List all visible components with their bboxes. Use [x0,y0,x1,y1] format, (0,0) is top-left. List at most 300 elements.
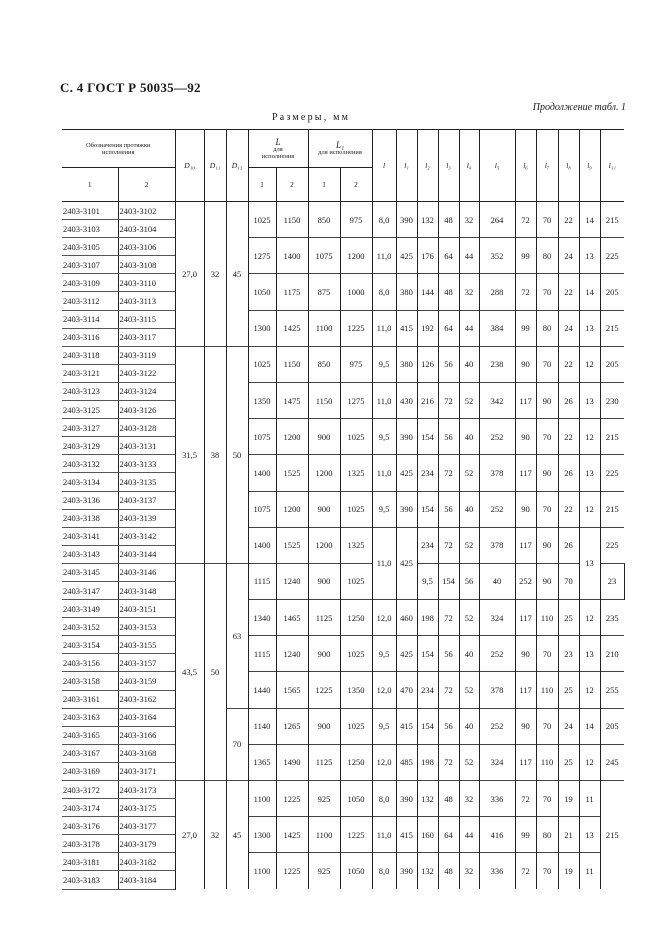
diameter-d10: 27,0 [175,202,204,347]
value-cell: 72 [438,672,459,708]
value-cell: 215 [600,310,624,346]
table-row [62,527,624,545]
value-cell: 52 [459,600,479,636]
designation-exec-2: 2403-3133 [118,455,175,473]
value-cell: 90 [515,419,536,455]
value-cell: 21 [558,817,579,853]
value-cell: 252 [479,419,515,455]
value-cell: 72 [515,853,536,889]
value-cell: 215 [600,202,624,238]
designation-exec-1: 2403-3123 [62,382,118,400]
value-cell: 44 [459,310,479,346]
value-cell: 235 [600,600,624,636]
value-cell: 13 [579,817,600,853]
designation-exec-2: 2403-3124 [118,382,175,400]
value-cell: 13 [579,636,600,672]
header-d13: D₁₃ [226,130,248,202]
designation-exec-1: 2403-3154 [62,636,118,654]
designation-exec-1: 2403-3129 [62,437,118,455]
value-cell: 11,0 [372,382,396,418]
designation-header: Обозначения протяжки исполнения [62,130,175,168]
designation-exec-2: 2403-3119 [118,346,175,364]
value-cell: 12,0 [372,744,396,780]
value-cell: 72 [438,744,459,780]
header-L1 [308,130,372,168]
value-cell: 70 [536,636,558,672]
designation-exec-1: 2403-3134 [62,473,118,491]
value-cell: 11,0 [372,238,396,274]
designation-exec-1: 2403-3116 [62,328,118,346]
value-cell: 13 [579,382,600,418]
designation-exec-1: 2403-3125 [62,401,118,419]
value-cell: 205 [600,708,624,744]
value-cell: 12 [579,600,600,636]
value-cell: 1425 [276,817,308,853]
header-L1-sub: для исполнения [318,149,362,156]
value-cell: 416 [479,817,515,853]
designation-exec-1: 2403-3178 [62,835,118,853]
value-cell: 1175 [276,274,308,310]
value-cell: 1325 [340,527,372,563]
value-cell: 9,5 [372,708,396,744]
value-cell: 1350 [340,672,372,708]
header-d10: D₁₀ [175,130,204,202]
table-row [62,238,624,256]
value-cell: 378 [479,455,515,491]
value-cell: 12 [579,744,600,780]
value-cell: 225 [600,527,624,563]
value-cell: 252 [479,708,515,744]
designation-exec-1: 2403-3163 [62,708,118,726]
value-cell: 1275 [340,382,372,418]
value-cell: 40 [459,708,479,744]
value-cell: 56 [438,636,459,672]
value-cell: 11,0 [372,817,396,853]
value-cell: 9,5 [372,346,396,382]
value-cell: 1025 [248,202,276,238]
value-cell: 154 [417,491,438,527]
designation-exec-2: 2403-3177 [118,817,175,835]
value-cell: 40 [479,563,515,599]
value-cell: 8,0 [372,853,396,889]
value-cell: 40 [459,491,479,527]
table-row [62,817,624,835]
value-cell: 205 [600,274,624,310]
value-cell: 415 [396,310,417,346]
value-cell: 1350 [248,382,276,418]
value-cell: 1325 [340,455,372,491]
value-cell: 160 [417,817,438,853]
designation-exec-1: 2403-3152 [62,618,118,636]
value-cell: 900 [308,708,340,744]
value-cell: 1200 [308,527,340,563]
value-cell: 1425 [276,310,308,346]
value-cell: 14 [579,708,600,744]
value-cell: 72 [438,527,459,563]
diameter-d11: 32 [204,781,226,890]
value-cell: 1150 [276,346,308,382]
designation-exec-1: 2403-3109 [62,274,118,292]
value-cell: 198 [417,744,438,780]
value-cell: 40 [459,636,479,672]
value-cell: 52 [459,455,479,491]
value-cell: 110 [536,600,558,636]
designation-exec-2: 2403-3173 [118,781,175,799]
value-cell: 176 [417,238,438,274]
value-cell: 1100 [248,781,276,817]
value-cell: 390 [396,491,417,527]
designation-exec-2: 2403-3106 [118,238,175,256]
value-cell: 52 [459,744,479,780]
diameter-d13: 45 [226,781,248,890]
value-cell: 48 [438,781,459,817]
value-cell: 380 [396,274,417,310]
value-cell: 90 [536,527,558,563]
value-cell: 90 [515,346,536,382]
header-l1: l₁ [396,130,417,202]
value-cell: 1140 [248,708,276,744]
value-cell: 22 [558,274,579,310]
value-cell: 1050 [340,853,372,889]
value-cell: 900 [308,419,340,455]
value-cell: 99 [515,817,536,853]
diameter-d13: 45 [226,202,248,347]
value-cell: 850 [308,202,340,238]
designation-exec-1: 2403-3103 [62,220,118,238]
value-cell: 90 [536,563,558,599]
value-cell: 975 [340,202,372,238]
value-cell: 470 [396,672,417,708]
value-cell-merged: 13 [579,527,600,599]
value-cell: 11 [579,853,600,889]
value-cell: 117 [515,455,536,491]
value-cell: 44 [459,817,479,853]
value-cell: 425 [396,455,417,491]
designation-exec-1: 2403-3136 [62,491,118,509]
value-cell: 8,0 [372,781,396,817]
designation-exec-1: 2403-3161 [62,690,118,708]
designation-exec-2: 2403-3151 [118,600,175,618]
diameter-d13: 70 [226,708,248,780]
value-cell: 1150 [276,202,308,238]
value-cell: 415 [396,817,417,853]
value-cell: 1240 [276,636,308,672]
value-cell: 80 [536,310,558,346]
value-cell: 1240 [276,563,308,599]
value-cell: 12,0 [372,672,396,708]
value-cell-merged: 215 [600,781,624,890]
designation-exec-2: 2403-3153 [118,618,175,636]
value-cell: 324 [479,600,515,636]
value-cell: 72 [515,781,536,817]
value-cell: 1250 [340,744,372,780]
value-cell: 1525 [276,455,308,491]
value-cell: 12 [579,346,600,382]
value-cell: 238 [479,346,515,382]
designation-exec-1: 2403-3156 [62,654,118,672]
designation-exec-1: 2403-3145 [62,563,118,581]
value-cell: 8,0 [372,274,396,310]
value-cell: 72 [438,382,459,418]
designation-exec-2: 2403-3148 [118,581,175,599]
value-cell: 126 [417,346,438,382]
table-row [62,600,624,618]
table-row [62,382,624,400]
value-cell: 70 [536,781,558,817]
header-l7: l₇ [536,130,558,202]
designation-exec-1: 2403-3138 [62,509,118,527]
value-cell: 1225 [276,781,308,817]
header-exec-1: 1 [62,168,118,202]
value-cell: 875 [308,274,340,310]
designation-exec-2: 2403-3168 [118,744,175,762]
value-cell: 12 [579,491,600,527]
value-cell: 192 [417,310,438,346]
value-cell: 1490 [276,744,308,780]
designation-exec-2: 2403-3144 [118,545,175,563]
value-cell: 70 [558,563,579,599]
value-cell: 900 [308,563,340,599]
value-cell: 117 [515,672,536,708]
value-cell: 1365 [248,744,276,780]
designation-exec-1: 2403-3121 [62,364,118,382]
designation-exec-2: 2403-3179 [118,835,175,853]
designation-exec-1: 2403-3174 [62,799,118,817]
value-cell: 1565 [276,672,308,708]
value-cell: 117 [515,527,536,563]
designation-exec-2: 2403-3128 [118,419,175,437]
value-cell: 132 [417,853,438,889]
header-L-sub: для исполнения [261,145,295,160]
value-cell: 64 [438,817,459,853]
table-row [62,563,624,581]
designation-exec-2: 2403-3122 [118,364,175,382]
designation-exec-2: 2403-3184 [118,871,175,889]
table-row [62,310,624,328]
table-row [62,708,624,726]
value-cell: 1225 [308,672,340,708]
value-cell: 1475 [276,382,308,418]
value-cell: 1100 [248,853,276,889]
value-cell: 22 [558,419,579,455]
designation-exec-2: 2403-3139 [118,509,175,527]
designation-exec-2: 2403-3110 [118,274,175,292]
designation-exec-1: 2403-3101 [62,202,118,220]
value-cell: 342 [479,382,515,418]
table-row [62,419,624,437]
value-cell: 390 [396,419,417,455]
value-cell: 22 [558,202,579,238]
value-cell: 390 [396,202,417,238]
designation-exec-2: 2403-3175 [118,799,175,817]
value-cell: 80 [536,817,558,853]
value-cell: 24 [558,310,579,346]
value-cell: 1225 [276,853,308,889]
value-cell: 132 [417,202,438,238]
value-cell: 1100 [308,817,340,853]
header-exec-2: 2 [118,168,175,202]
value-cell: 13 [579,238,600,274]
designation-exec-1: 2403-3147 [62,581,118,599]
value-cell-merged: 425 [396,527,417,599]
value-cell: 154 [438,563,459,599]
value-cell: 99 [515,310,536,346]
value-cell: 70 [536,491,558,527]
value-cell: 336 [479,853,515,889]
value-cell: 56 [438,491,459,527]
value-cell: 56 [459,563,479,599]
value-cell: 12 [579,419,600,455]
value-cell: 25 [558,744,579,780]
value-cell: 23 [600,563,624,599]
header-l2: l₂ [417,130,438,202]
value-cell: 1075 [248,419,276,455]
designation-exec-1: 2403-3172 [62,781,118,799]
value-cell: 32 [459,274,479,310]
value-cell: 25 [558,672,579,708]
designation-exec-1: 2403-3132 [62,455,118,473]
value-cell: 11,0 [372,310,396,346]
value-cell: 1440 [248,672,276,708]
value-cell: 1200 [308,455,340,491]
designation-exec-2: 2403-3159 [118,672,175,690]
value-cell: 324 [479,744,515,780]
value-cell: 40 [459,346,479,382]
value-cell: 52 [459,382,479,418]
value-cell: 13 [579,310,600,346]
value-cell: 70 [536,274,558,310]
value-cell: 117 [515,744,536,780]
designation-exec-2: 2403-3113 [118,292,175,310]
value-cell: 1115 [248,636,276,672]
value-cell: 1025 [340,419,372,455]
designation-exec-1: 2403-3114 [62,310,118,328]
designation-exec-2: 2403-3104 [118,220,175,238]
value-cell: 117 [515,600,536,636]
value-cell: 1275 [248,238,276,274]
value-cell: 900 [308,636,340,672]
value-cell: 8,0 [372,202,396,238]
designation-exec-2: 2403-3146 [118,563,175,581]
value-cell: 32 [459,202,479,238]
designation-exec-1: 2403-3176 [62,817,118,835]
value-cell: 352 [479,238,515,274]
value-cell: 378 [479,527,515,563]
value-cell: 1465 [276,600,308,636]
value-cell: 44 [459,238,479,274]
value-cell: 64 [438,310,459,346]
value-cell: 56 [438,419,459,455]
value-cell: 22 [558,346,579,382]
value-cell: 40 [459,419,479,455]
diameter-d13: 63 [226,563,248,708]
value-cell: 1050 [248,274,276,310]
value-cell: 925 [308,853,340,889]
value-cell-merged: 11,0 [372,527,396,599]
value-cell: 425 [396,636,417,672]
table-row [62,853,624,871]
value-cell: 390 [396,781,417,817]
value-cell: 225 [600,455,624,491]
designation-exec-1: 2403-3105 [62,238,118,256]
value-cell: 24 [558,708,579,744]
value-cell: 1400 [248,455,276,491]
value-cell: 9,5 [417,563,438,599]
value-cell: 230 [600,382,624,418]
sizes-label: Размеры, мм [272,112,351,123]
diameter-d11: 38 [204,346,226,563]
value-cell: 13 [579,455,600,491]
designation-exec-1: 2403-3143 [62,545,118,563]
value-cell: 215 [600,419,624,455]
broach-dimensions-table [62,129,624,890]
value-cell: 72 [515,202,536,238]
value-cell: 14 [579,202,600,238]
value-cell: 252 [515,563,536,599]
value-cell: 70 [536,419,558,455]
value-cell: 80 [536,238,558,274]
value-cell: 485 [396,744,417,780]
designation-exec-1: 2403-3141 [62,527,118,545]
diameter-d10: 27,0 [175,781,204,890]
designation-exec-1: 2403-3107 [62,256,118,274]
value-cell: 1100 [308,310,340,346]
value-cell: 225 [600,238,624,274]
value-cell: 1025 [340,708,372,744]
value-cell: 1300 [248,310,276,346]
value-cell: 26 [558,455,579,491]
designation-exec-2: 2403-3164 [118,708,175,726]
value-cell: 1200 [340,238,372,274]
value-cell: 110 [536,744,558,780]
designation-exec-2: 2403-3182 [118,853,175,871]
value-cell: 210 [600,636,624,672]
value-cell: 252 [479,491,515,527]
header-L-exec-1: 1 [248,168,276,202]
value-cell: 380 [396,346,417,382]
value-cell: 1115 [248,563,276,599]
value-cell: 205 [600,346,624,382]
value-cell: 70 [536,202,558,238]
value-cell: 1050 [340,781,372,817]
value-cell: 1400 [276,238,308,274]
designation-exec-1: 2403-3183 [62,871,118,889]
value-cell: 99 [515,238,536,274]
table-row [62,274,624,292]
value-cell: 90 [515,636,536,672]
value-cell: 90 [536,455,558,491]
designation-exec-2: 2403-3135 [118,473,175,491]
header-L [248,130,308,168]
value-cell: 1200 [276,419,308,455]
value-cell: 245 [600,744,624,780]
value-cell: 1340 [248,600,276,636]
value-cell: 1125 [308,744,340,780]
designation-exec-1: 2403-3165 [62,726,118,744]
value-cell: 234 [417,455,438,491]
value-cell: 1125 [308,600,340,636]
designation-exec-2: 2403-3131 [118,437,175,455]
page-header: С. 4 ГОСТ Р 50035—92 [60,80,201,95]
header-l8: l₈ [558,130,579,202]
table-row [62,781,624,799]
header-L1-exec-2: 2 [340,168,372,202]
diameter-d10: 31,5 [175,346,204,563]
value-cell: 1300 [248,817,276,853]
value-cell: 24 [558,238,579,274]
designation-exec-1: 2403-3127 [62,419,118,437]
value-cell: 1150 [308,382,340,418]
